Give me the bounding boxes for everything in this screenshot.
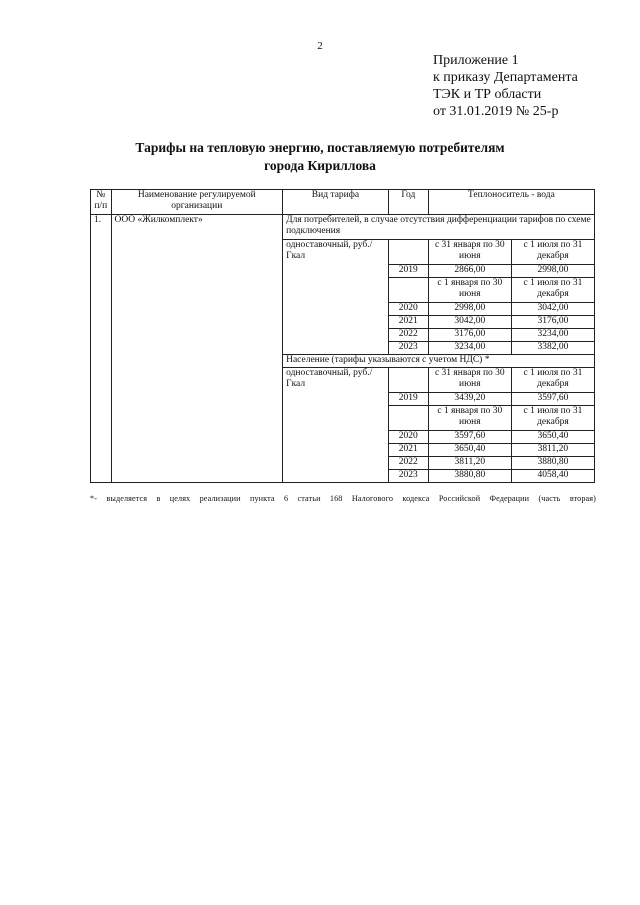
title-line: Тарифы на тепловую энергию, поставляемую потребителям	[135, 140, 505, 155]
appendix-line: ТЭК и ТР области	[433, 87, 542, 102]
footnote: *- выделяется в целях реализации пункта 6 статьи 168 Налогового кодекса Российской Федерации (часть вторая)	[90, 494, 596, 503]
period-cell: с 1 января по 30 июня	[428, 278, 511, 303]
period-cell: с 1 июля по 31 декабря	[511, 240, 594, 265]
value-cell: 3234,00	[511, 329, 594, 342]
value-cell: 3439,20	[428, 393, 511, 406]
value-cell: 2998,00	[511, 265, 594, 278]
year-cell	[388, 278, 428, 303]
table-row	[91, 215, 595, 240]
value-cell: 2866,00	[428, 265, 511, 278]
organization-name: ООО «Жилкомплект»	[111, 215, 283, 483]
year-cell	[388, 240, 428, 265]
section-title: Население (тарифы указываются с учетом НДС) *	[283, 355, 595, 368]
value-cell: 3811,20	[511, 444, 594, 457]
header-year: Год	[388, 190, 428, 215]
period-cell: с 1 июля по 31 декабря	[511, 406, 594, 431]
tariff-type: одноставочный, руб./Гкал	[283, 240, 389, 355]
value-cell: 3650,40	[428, 444, 511, 457]
tariff-table	[90, 189, 595, 483]
appendix-line: Приложение 1	[433, 53, 519, 68]
year-cell: 2022	[388, 329, 428, 342]
document-title	[0, 139, 640, 175]
period-cell: с 31 января по 30 июня	[428, 240, 511, 265]
value-cell: 3650,40	[511, 431, 594, 444]
value-cell: 3811,20	[428, 457, 511, 470]
header-coolant: Теплоноситель - вода	[428, 190, 594, 215]
year-cell: 2021	[388, 444, 428, 457]
value-cell: 4058,40	[511, 470, 594, 483]
value-cell: 3597,60	[511, 393, 594, 406]
year-cell: 2020	[388, 431, 428, 444]
period-cell: с 1 июля по 31 декабря	[511, 278, 594, 303]
year-cell: 2020	[388, 303, 428, 316]
year-cell: 2019	[388, 393, 428, 406]
year-cell	[388, 406, 428, 431]
value-cell: 3880,80	[428, 470, 511, 483]
year-cell: 2021	[388, 316, 428, 329]
year-cell: 2019	[388, 265, 428, 278]
header-num: № п/п	[91, 190, 112, 215]
value-cell: 3234,00	[428, 342, 511, 355]
period-cell: с 1 января по 30 июня	[428, 406, 511, 431]
value-cell: 3176,00	[511, 316, 594, 329]
header-org: Наименование регулируемой организации	[111, 190, 283, 215]
title-line: города Кириллова	[264, 158, 376, 173]
table-header-row	[91, 190, 595, 215]
value-cell: 2998,00	[428, 303, 511, 316]
period-cell: с 31 января по 30 июня	[428, 368, 511, 393]
page-number: 2	[317, 40, 323, 52]
value-cell: 3382,00	[511, 342, 594, 355]
appendix-block	[433, 52, 578, 120]
appendix-line: к приказу Департамента	[433, 70, 578, 85]
year-cell	[388, 368, 428, 393]
appendix-line: от 31.01.2019 № 25-р	[433, 104, 559, 119]
value-cell: 3880,80	[511, 457, 594, 470]
year-cell: 2023	[388, 470, 428, 483]
tariff-type: одноставочный, руб./Гкал	[283, 368, 389, 483]
value-cell: 3176,00	[428, 329, 511, 342]
period-cell: с 1 июля по 31 декабря	[511, 368, 594, 393]
section-title: Для потребителей, в случае отсутствия дифференциации тарифов по схеме подключения	[283, 215, 595, 240]
value-cell: 3042,00	[428, 316, 511, 329]
header-type: Вид тарифа	[283, 190, 389, 215]
value-cell: 3597,60	[428, 431, 511, 444]
row-number: 1.	[91, 215, 112, 483]
value-cell: 3042,00	[511, 303, 594, 316]
year-cell: 2023	[388, 342, 428, 355]
year-cell: 2022	[388, 457, 428, 470]
